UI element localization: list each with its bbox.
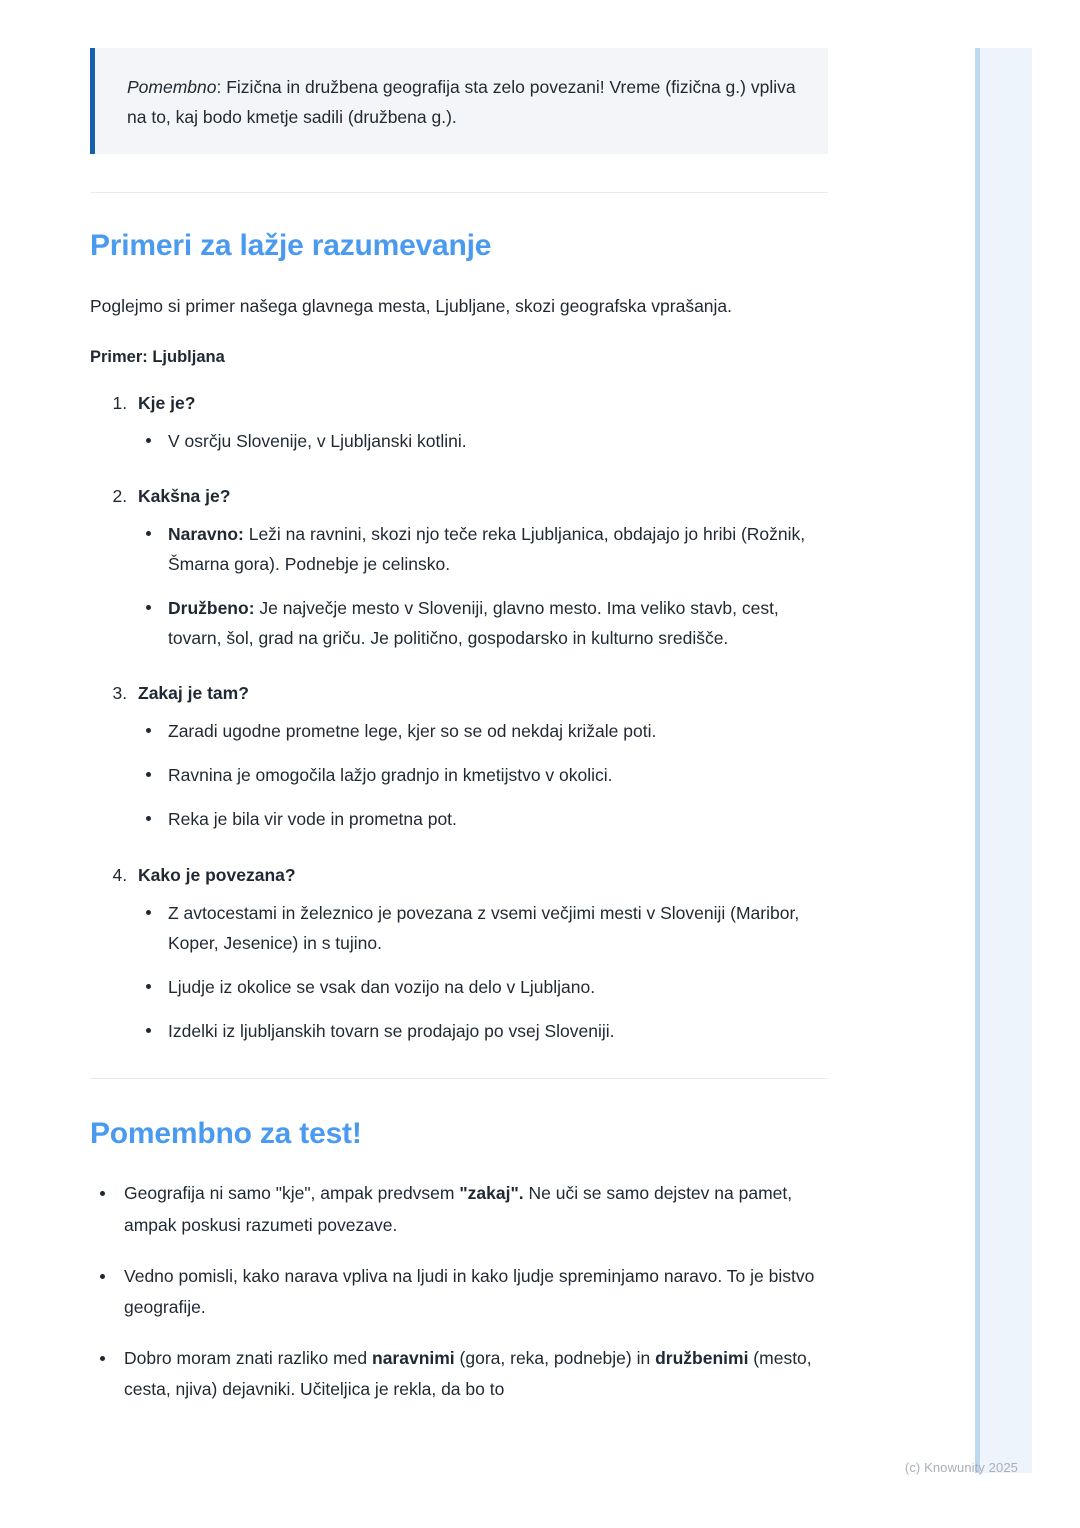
list-item	[138, 804, 828, 834]
answer-text: Ravnina je omogočila lažjo gradnjo in kmetijstvo v okolici.	[168, 765, 613, 786]
list-item	[90, 1343, 828, 1405]
tip-bold-1: "zakaj".	[459, 1183, 524, 1204]
answer-list	[138, 519, 828, 653]
callout-paragraph	[127, 72, 802, 132]
list-item	[138, 593, 828, 653]
answer-text: Reka je bila vir vode in prometna pot.	[168, 809, 457, 830]
question-label: Kje je?	[138, 392, 196, 413]
copyright-watermark: (c) Knowunity 2025	[904, 1460, 1018, 1475]
answer-text: Zaradi ugodne prometne lege, kjer so se od nekdaj križale poti.	[168, 721, 657, 742]
list-item	[132, 482, 828, 653]
page-edge-accent-line	[975, 48, 980, 1473]
list-item	[138, 426, 828, 456]
important-callout	[90, 48, 828, 154]
answer-list	[138, 716, 828, 834]
list-item	[138, 972, 828, 1002]
list-item	[138, 1016, 828, 1046]
answer-lead: Družbeno:	[168, 598, 255, 619]
answer-lead: Naravno:	[168, 523, 244, 544]
tip-part-2: Ne uči se samo dejstev na pamet, ampak poskusi razumeti povezave.	[124, 1183, 793, 1235]
list-item	[90, 1261, 828, 1323]
question-list	[90, 389, 828, 1046]
callout-label: Pomembno	[127, 77, 217, 97]
tip-part-1: Vedno pomisli, kako narava vpliva na ljudi in kako ljudje spreminjamo naravo. To je bistvo geografije.	[124, 1265, 815, 1317]
tip-bold-1: naravnimi	[372, 1348, 455, 1369]
list-item	[132, 679, 828, 834]
answer-text: V osrčju Slovenije, v Ljubljanski kotlini.	[168, 430, 467, 451]
answer-list	[138, 898, 828, 1046]
list-item	[138, 898, 828, 958]
question-label: Kakšna je?	[138, 485, 231, 506]
tip-part-3: (mesto, cesta, njiva) dejavniki. Učiteljica je rekla, da bo to	[124, 1348, 812, 1400]
question-label: Zakaj je tam?	[138, 683, 249, 704]
divider-top	[90, 192, 828, 193]
callout-text: : Fizična in družbena geografija sta zelo povezani! Vreme (fizična g.) vpliva na to, kaj bodo kmetje sadili (družbena g.).	[127, 77, 796, 128]
section-title-examples: Primeri za lažje razumevanje	[90, 229, 492, 263]
list-item	[132, 861, 828, 1046]
answer-text: Je največje mesto v Sloveniji, glavno mesto. Ima veliko stavb, cest, tovarn, šol, grad na griču. Je politično, gospodarsko in kulturno središče.	[168, 598, 779, 649]
section-title-test: Pomembno za test!	[90, 1116, 362, 1150]
question-label: Kako je povezana?	[138, 864, 296, 885]
list-item	[138, 519, 828, 579]
answer-list	[138, 426, 828, 456]
divider-bottom	[90, 1078, 828, 1079]
answer-text: Leži na ravnini, skozi njo teče reka Ljubljanica, obdajajo jo hribi (Rožnik, Šmarna gora). Podnebje je celinsko.	[168, 523, 806, 575]
tip-bold-2: družbenimi	[655, 1348, 749, 1369]
answer-text: Ljudje iz okolice se vsak dan vozijo na delo v Ljubljano.	[168, 976, 596, 997]
examples-subtitle: Primer: Ljubljana	[90, 347, 225, 366]
answer-text: Z avtocestami in železnico je povezana z vsemi večjimi mesti v Sloveniji (Maribor, Koper, Jesenice) in s tujino.	[168, 902, 800, 953]
tip-part-1: Dobro moram znati razliko med	[124, 1348, 372, 1369]
tip-part-2: (gora, reka, podnebje) in	[454, 1348, 656, 1369]
list-item	[138, 716, 828, 746]
examples-intro: Poglejmo si primer našega glavnega mesta, Ljubljane, skozi geografska vprašanja.	[90, 295, 733, 316]
test-tips-list	[90, 1178, 828, 1405]
list-item	[90, 1178, 828, 1240]
list-item	[132, 389, 828, 456]
list-item	[138, 760, 828, 790]
page-edge-panel	[975, 48, 1032, 1473]
answer-text: Izdelki iz ljubljanskih tovarn se prodajajo po vsej Sloveniji.	[168, 1020, 615, 1041]
tip-part-1: Geografija ni samo "kje", ampak predvsem	[124, 1183, 460, 1204]
